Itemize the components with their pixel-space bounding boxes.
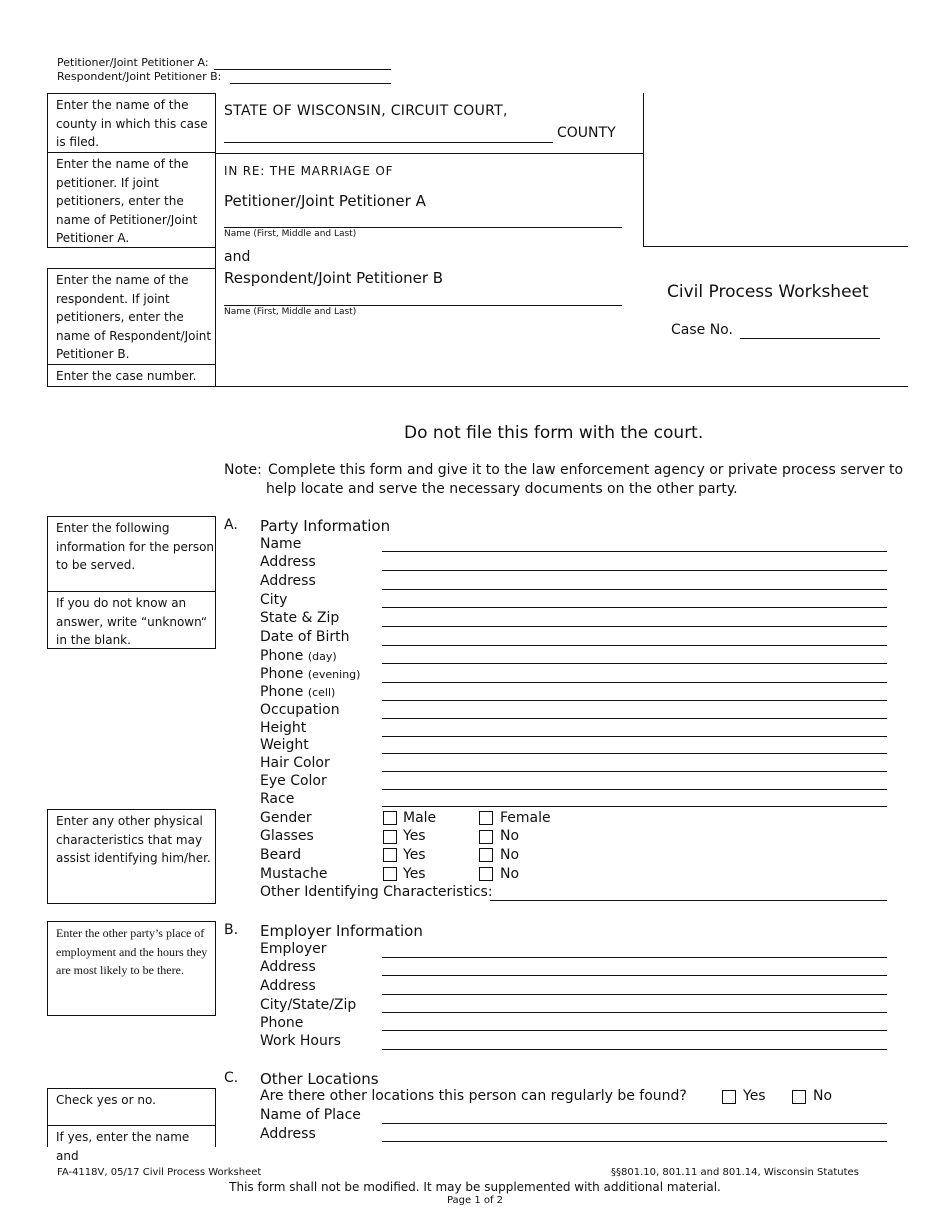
unknown-instruction: If you do not know an answer, write “unknown“ in the blank. [47,591,216,649]
field-label: Work Hours [260,1033,341,1049]
case-no-line[interactable] [740,338,880,339]
field-line[interactable] [382,551,887,552]
field-line[interactable] [382,700,887,701]
modification-notice: This form shall not be modified. It may be supplemented with additional material. [229,1180,721,1194]
county-label: COUNTY [557,125,616,141]
mustache-yes-checkbox[interactable] [383,867,397,881]
field-line[interactable] [382,682,887,683]
statutes: §§801.10, 801.11 and 801.14, Wisconsin Statutes [611,1167,859,1178]
note-line-1: Complete this form and give it to the law enforcement agency or private process server to [268,462,904,478]
field-label: Eye Color [260,773,327,789]
other-locations-yes-checkbox[interactable] [722,1090,736,1104]
female-label: Female [500,810,551,826]
section-c-letter: C. [224,1070,239,1086]
respondent-name-hint: Name (First, Middle and Last) [224,307,357,317]
caption-divider [643,93,644,247]
field-line[interactable] [382,1123,887,1124]
physical-instruction: Enter any other physical characteristics that may assist identifying him/her. [47,809,216,904]
if-yes-instruction: If yes, enter the name and [47,1125,216,1147]
court-heading: STATE OF WISCONSIN, CIRCUIT COURT, [224,103,508,119]
field-line[interactable] [382,789,887,790]
field-line[interactable] [382,1049,887,1050]
petitioner-a-header-label: Petitioner/Joint Petitioner A: [57,56,209,69]
section-b-title: Employer Information [260,922,423,940]
field-line[interactable] [382,663,887,664]
mustache-no-label: No [500,866,520,882]
beard-no-checkbox[interactable] [479,848,493,862]
male-label: Male [403,810,437,826]
section-a-title: Party Information [260,517,391,535]
glasses-no-label: No [500,828,520,844]
petitioner-caption-label: Petitioner/Joint Petitioner A [224,192,426,210]
other-characteristics-line[interactable] [490,900,887,901]
employment-instruction: Enter the other party’s place of employment and the hours they are most likely to be there. [47,921,216,1016]
female-checkbox[interactable] [479,811,493,825]
form-title: Civil Process Worksheet [667,282,869,302]
beard-yes-label: Yes [403,847,426,863]
case-number-instruction: Enter the case number. [47,364,216,387]
field-label: Date of Birth [260,629,350,645]
field-label: Weight [260,737,309,753]
other-locations-question: Are there other locations this person can regularly be found? [260,1088,687,1104]
field-line[interactable] [382,975,887,976]
glasses-label: Glasses [260,828,314,844]
beard-yes-checkbox[interactable] [383,848,397,862]
caption-county-bottom [215,153,643,154]
field-label: Occupation [260,702,340,718]
field-label: Address [260,1126,316,1142]
field-line[interactable] [382,570,887,571]
field-label: Address [260,554,316,570]
gender-label: Gender [260,810,312,826]
case-no-label: Case No. [671,322,733,338]
field-line[interactable] [382,1012,887,1013]
note-line-2: help locate and serve the necessary documents on the other party. [266,481,738,497]
other-locations-yes-label: Yes [743,1088,766,1104]
beard-label: Beard [260,847,302,863]
field-label: Address [260,959,316,975]
field-label: Address [260,978,316,994]
field-line[interactable] [382,736,887,737]
mustache-yes-label: Yes [403,866,426,882]
glasses-no-checkbox[interactable] [479,830,493,844]
field-label: Height [260,720,307,736]
petitioner-name-line[interactable] [224,227,622,228]
field-line[interactable] [382,753,887,754]
field-label: Race [260,791,295,807]
section-b-letter: B. [224,922,239,938]
field-line[interactable] [382,1141,887,1142]
glasses-yes-label: Yes [403,828,426,844]
other-characteristics-label: Other Identifying Characteristics: [260,884,493,900]
caption-left-border [215,93,216,387]
petitioner-a-header-line[interactable] [214,69,391,70]
mustache-label: Mustache [260,866,328,882]
note-label: Note: [224,462,262,478]
caption-title-top [643,246,908,247]
field-line[interactable] [382,1030,887,1031]
field-label: Hair Color [260,755,330,771]
beard-no-label: No [500,847,520,863]
field-label: Name [260,536,302,552]
county-name-line[interactable] [224,142,553,143]
field-line[interactable] [382,607,887,608]
mustache-no-checkbox[interactable] [479,867,493,881]
respondent-caption-label: Respondent/Joint Petitioner B [224,269,444,287]
field-label: City [260,592,288,608]
field-line[interactable] [382,806,887,807]
field-label: Name of Place [260,1107,361,1123]
glasses-yes-checkbox[interactable] [383,830,397,844]
caption-bottom [215,386,908,387]
field-line[interactable] [382,718,887,719]
do-not-file-notice: Do not file this form with the court. [404,423,704,443]
county-instruction: Enter the name of the county in which this case is filed. [47,93,216,153]
section-a-letter: A. [224,517,238,533]
field-line[interactable] [382,589,887,590]
check-instruction: Check yes or no. [47,1088,216,1126]
page-number: Page 1 of 2 [446,1195,504,1206]
section-c-title: Other Locations [260,1070,379,1088]
field-label: Phone (day) [260,648,337,664]
other-locations-no-label: No [813,1088,833,1104]
respondent-instruction: Enter the name of the respondent. If joint petitioners, enter the name of Respondent/Joint Petitioner B. [47,268,216,365]
form-id: FA-4118V, 05/17 Civil Process Worksheet [57,1167,262,1178]
male-checkbox[interactable] [383,811,397,825]
petitioner-instruction: Enter the name of the petitioner. If joint petitioners, enter the name of Petitioner/Joint Petitioner A. [47,152,216,248]
field-label: State & Zip [260,610,340,626]
field-line[interactable] [382,645,887,646]
other-locations-no-checkbox[interactable] [792,1090,806,1104]
field-label: City/State/Zip [260,997,357,1013]
person-served-instruction: Enter the following information for the person to be served. [47,516,216,592]
respondent-b-header-line[interactable] [230,83,391,84]
and-label: and [224,249,251,265]
respondent-b-header-label: Respondent/Joint Petitioner B: [57,70,222,83]
in-re-heading: IN RE: THE MARRIAGE OF [224,164,394,178]
field-line[interactable] [382,957,887,958]
petitioner-name-hint: Name (First, Middle and Last) [224,229,357,239]
field-line[interactable] [382,626,887,627]
respondent-name-line[interactable] [224,305,622,306]
field-label: Address [260,573,316,589]
field-label: Employer [260,941,327,957]
field-line[interactable] [382,771,887,772]
field-label: Phone [260,1015,304,1031]
field-line[interactable] [382,994,887,995]
field-label: Phone (evening) [260,666,361,682]
field-label: Phone (cell) [260,684,336,700]
